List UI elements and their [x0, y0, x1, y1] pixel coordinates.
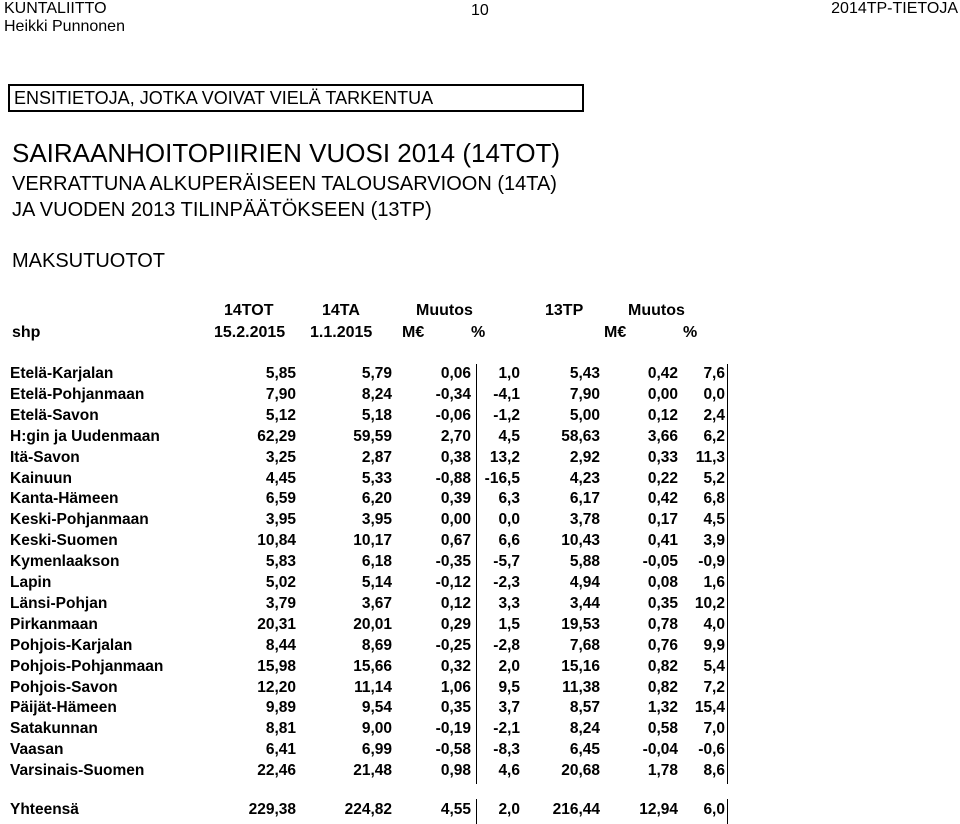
column-divider [727, 364, 728, 784]
table-row [0, 572, 960, 593]
val-change-eur: 0,98 [440, 762, 471, 780]
val-change-pct: 0,0 [498, 511, 520, 529]
val-change13-eur: 0,22 [647, 469, 678, 487]
val-13tp: 8,24 [569, 720, 600, 738]
val-14tot: 3,95 [265, 511, 296, 529]
val-14ta: 11,14 [354, 678, 392, 696]
val-13tp: 2,92 [569, 448, 600, 466]
val-14ta: 2,87 [361, 448, 392, 466]
val-change13-eur: -0,05 [642, 553, 678, 571]
val-change13-eur: 0,78 [647, 615, 678, 633]
val-change13-eur: 0,12 [647, 406, 678, 424]
val-13tp: 5,88 [569, 553, 600, 571]
val-change13-eur: 0,76 [647, 636, 678, 654]
val-change13-eur: 3,66 [647, 427, 678, 445]
val-change-eur: -0,12 [435, 574, 471, 591]
val-14tot: 12,20 [257, 678, 296, 696]
val-13tp: 20,68 [561, 762, 600, 780]
val-13tp: 4,23 [569, 469, 600, 487]
val-14tot: 22,46 [257, 762, 296, 780]
column-divider [727, 799, 728, 824]
preliminary-notice-box [8, 84, 584, 112]
table-row [0, 509, 960, 530]
col-header-14tot: 14TOT [224, 302, 274, 319]
table-row [0, 405, 960, 426]
val-change-pct: 2,0 [498, 801, 520, 818]
val-14tot: 9,89 [265, 699, 296, 717]
row-label: Yhteensä [10, 801, 79, 818]
table-row [0, 739, 960, 760]
val-14ta: 3,95 [361, 511, 392, 529]
val-change13-pct: 7,6 [703, 365, 725, 382]
val-change13-eur: 1,78 [647, 762, 678, 780]
val-change-eur: -0,58 [435, 741, 471, 759]
val-14tot: 62,29 [257, 427, 296, 445]
val-change13-pct: 10,2 [694, 594, 725, 612]
row-label: Satakunnan [10, 720, 98, 738]
val-change-eur: -0,35 [435, 553, 471, 571]
row-label: Etelä-Karjalan [10, 365, 114, 382]
val-change13-pct: 5,4 [703, 657, 725, 675]
val-change13-eur: 0,41 [647, 532, 678, 550]
val-14tot: 6,59 [265, 490, 296, 508]
val-change13-pct: 4,5 [703, 511, 725, 529]
val-change-eur: -0,25 [435, 636, 471, 654]
val-change-pct: -2,8 [493, 636, 520, 654]
document-tag: 2014TP-TIETOJA [831, 0, 958, 17]
val-14ta: 10,17 [353, 532, 392, 550]
val-14ta: 8,69 [361, 636, 392, 654]
val-change-pct: 6,6 [498, 532, 520, 550]
val-change-pct: -1,2 [493, 406, 520, 424]
val-change13-eur: 0,35 [647, 594, 678, 612]
val-14ta: 5,33 [361, 469, 392, 487]
val-change-eur: 0,35 [440, 699, 471, 717]
table-row [0, 468, 960, 489]
val-14tot: 3,25 [265, 448, 296, 466]
row-label: Pohjois-Pohjanmaan [10, 657, 164, 675]
val-13tp: 3,44 [569, 594, 600, 612]
val-change-pct: 3,7 [498, 699, 520, 717]
val-14ta: 9,54 [361, 699, 392, 717]
val-change-eur: 0,67 [440, 532, 471, 550]
val-change-pct: -2,3 [493, 574, 520, 591]
col-header-muutos-2: Muutos [628, 302, 685, 319]
row-label: Kanta-Hämeen [10, 490, 119, 508]
row-label: Varsinais-Suomen [10, 762, 145, 780]
val-change-pct: 4,5 [498, 427, 520, 445]
table-row [0, 363, 960, 384]
val-change-eur: 4,55 [440, 801, 471, 818]
val-14tot: 15,98 [257, 657, 296, 675]
col-header-muutos-1: Muutos [416, 302, 473, 319]
val-change-eur: 0,06 [440, 365, 471, 382]
val-change13-pct: 8,6 [703, 762, 725, 780]
val-change13-eur: 12,94 [639, 801, 678, 818]
val-change13-pct: 7,0 [703, 720, 725, 738]
author-name: Heikki Punnonen [4, 18, 125, 35]
val-change-eur: 0,12 [440, 594, 471, 612]
val-14ta: 59,59 [353, 427, 392, 445]
val-13tp: 7,68 [569, 636, 600, 654]
section-title: MAKSUTUOTOT [12, 250, 165, 272]
col-header-pct-1: % [471, 324, 486, 341]
val-13tp: 58,63 [561, 427, 600, 445]
val-change-eur: 1,06 [440, 678, 471, 696]
val-change13-eur: 0,33 [647, 448, 678, 466]
table-row [0, 718, 960, 739]
val-13tp: 5,43 [569, 365, 600, 382]
row-label: Päijät-Hämeen [10, 699, 117, 717]
val-14ta: 3,67 [361, 594, 392, 612]
row-label: Vaasan [10, 741, 64, 759]
col-header-date-1: 15.2.2015 [214, 324, 286, 341]
val-14tot: 5,12 [265, 406, 296, 424]
val-14tot: 5,85 [265, 365, 296, 382]
table-row [0, 697, 960, 718]
val-14ta: 5,18 [361, 406, 392, 424]
val-change-pct: 4,6 [498, 762, 520, 780]
val-14tot: 7,90 [265, 385, 296, 403]
page-number: 10 [471, 2, 489, 19]
val-change13-eur: 0,00 [647, 385, 678, 403]
table-row [0, 593, 960, 614]
main-title: SAIRAANHOITOPIIRIEN VUOSI 2014 (14TOT) [12, 138, 561, 168]
val-change13-eur: 0,82 [647, 678, 678, 696]
val-change-pct: 1,5 [498, 615, 520, 633]
val-change-pct: 3,3 [498, 594, 520, 612]
val-14ta: 21,48 [353, 762, 392, 780]
table-row [0, 488, 960, 509]
row-label: H:gin ja Uudenmaan [10, 427, 160, 445]
val-change13-pct: 11,3 [695, 448, 725, 466]
row-label: Kymenlaakson [10, 553, 120, 571]
column-divider [476, 799, 477, 824]
val-change-pct: 9,5 [498, 678, 520, 696]
val-change-eur: -0,34 [435, 385, 471, 403]
val-change13-eur: -0,04 [642, 741, 678, 759]
val-13tp: 8,57 [569, 699, 600, 717]
val-14ta: 8,24 [361, 385, 392, 403]
row-label: Etelä-Savon [10, 406, 99, 424]
val-change-eur: 0,32 [440, 657, 471, 675]
val-change-eur: 0,39 [440, 490, 471, 508]
row-label: Keski-Pohjanmaan [10, 511, 149, 529]
val-change13-eur: 0,42 [647, 490, 678, 508]
column-divider [476, 364, 477, 784]
val-change13-pct: -0,9 [698, 553, 725, 571]
col-header-pct-2: % [683, 324, 698, 341]
table-row [0, 384, 960, 405]
row-label: Itä-Savon [10, 448, 80, 466]
val-change-eur: -0,19 [435, 720, 471, 738]
row-label: Etelä-Pohjanmaan [10, 385, 145, 403]
val-13tp: 19,53 [561, 615, 600, 633]
val-change13-eur: 0,82 [647, 657, 678, 675]
val-13tp: 6,45 [569, 741, 600, 759]
val-14tot: 10,84 [257, 532, 296, 550]
val-change-eur: -0,88 [435, 469, 471, 487]
table-row [0, 635, 960, 656]
val-14ta: 9,00 [361, 720, 392, 738]
val-13tp: 10,43 [561, 532, 600, 550]
table-row [0, 447, 960, 468]
val-change13-pct: 6,8 [703, 490, 725, 508]
val-change-pct: -16,5 [484, 469, 520, 487]
val-change-eur: -0,06 [435, 406, 471, 424]
val-change13-pct: 6,0 [703, 801, 725, 818]
val-14tot: 3,79 [265, 594, 296, 612]
col-header-date-2: 1.1.2015 [310, 324, 373, 341]
val-change13-pct: 0,0 [703, 385, 725, 403]
val-change13-pct: 15,4 [694, 699, 725, 717]
table-row [0, 530, 960, 551]
val-change13-pct: 4,0 [703, 615, 725, 633]
val-change13-pct: 7,2 [703, 678, 725, 696]
table-row [0, 426, 960, 447]
table-row [0, 614, 960, 635]
row-label: Pohjois-Karjalan [10, 636, 133, 654]
val-14tot: 20,31 [257, 615, 296, 633]
val-change13-pct: 3,9 [703, 532, 725, 550]
val-14tot: 6,41 [265, 741, 296, 759]
col-header-14ta: 14TA [322, 302, 360, 319]
val-14ta: 6,99 [361, 741, 392, 759]
val-change13-eur: 0,17 [647, 511, 678, 529]
val-13tp: 15,16 [561, 657, 600, 675]
row-label: Pohjois-Savon [10, 678, 118, 696]
val-change-pct: 2,0 [498, 657, 520, 675]
val-change13-eur: 0,42 [647, 365, 678, 382]
preliminary-notice-text: ENSITIETOJA, JOTKA VOIVAT VIELÄ TARKENTUA [14, 88, 434, 108]
val-change-eur: 0,29 [440, 615, 471, 633]
val-14ta: 6,20 [361, 490, 392, 508]
val-14ta: 6,18 [361, 553, 392, 571]
val-change13-eur: 0,58 [647, 720, 678, 738]
val-14tot: 8,81 [265, 720, 296, 738]
row-label: Länsi-Pohjan [10, 594, 108, 612]
val-13tp: 4,94 [569, 574, 600, 591]
val-14tot: 229,38 [248, 801, 296, 818]
val-14ta: 15,66 [353, 657, 392, 675]
val-change-pct: -5,7 [493, 553, 520, 571]
table-row [0, 551, 960, 572]
row-label: Lapin [10, 574, 52, 591]
val-14tot: 8,44 [265, 636, 296, 654]
col-header-13tp: 13TP [545, 302, 584, 319]
val-change13-pct: 9,9 [703, 636, 725, 654]
val-change13-eur: 0,08 [647, 574, 678, 591]
subtitle-line-1: VERRATTUNA ALKUPERÄISEEN TALOUSARVIOON (14TA) [12, 173, 557, 195]
col-header-shp: shp [12, 324, 41, 341]
row-label: Pirkanmaan [10, 615, 98, 633]
val-change-pct: -2,1 [493, 720, 520, 738]
val-14tot: 5,02 [265, 574, 296, 591]
val-13tp: 3,78 [569, 511, 600, 529]
val-13tp: 216,44 [552, 801, 600, 818]
val-change-pct: -4,1 [493, 385, 520, 403]
val-14ta: 5,14 [361, 574, 392, 591]
val-change-eur: 0,00 [440, 511, 471, 529]
val-change13-pct: 5,2 [703, 469, 725, 487]
row-label: Keski-Suomen [10, 532, 118, 550]
val-change13-eur: 1,32 [647, 699, 678, 717]
val-change13-pct: 1,6 [703, 574, 725, 591]
table-row [0, 656, 960, 677]
val-14ta: 20,01 [353, 615, 392, 633]
val-change-pct: -8,3 [493, 741, 520, 759]
table-row [0, 760, 960, 781]
val-change13-pct: 2,4 [703, 406, 725, 424]
val-change-pct: 1,0 [498, 365, 520, 382]
val-change-eur: 0,38 [440, 448, 471, 466]
val-14ta: 224,82 [344, 801, 392, 818]
row-label: Kainuun [10, 469, 72, 487]
org-name: KUNTALIITTO [4, 0, 107, 17]
subtitle-line-2: JA VUODEN 2013 TILINPÄÄTÖKSEEN (13TP) [12, 199, 432, 221]
total-row [0, 799, 960, 820]
col-header-meur-1: M€ [402, 324, 425, 341]
table-row [0, 677, 960, 698]
val-change-eur: 2,70 [440, 427, 471, 445]
val-14tot: 5,83 [265, 553, 296, 571]
val-14tot: 4,45 [265, 469, 296, 487]
val-change-pct: 6,3 [498, 490, 520, 508]
val-change13-pct: 6,2 [703, 427, 725, 445]
val-13tp: 6,17 [569, 490, 600, 508]
val-14ta: 5,79 [361, 365, 392, 382]
val-13tp: 5,00 [569, 406, 600, 424]
val-13tp: 11,38 [562, 678, 600, 696]
val-change-pct: 13,2 [489, 448, 520, 466]
val-13tp: 7,90 [569, 385, 600, 403]
col-header-meur-2: M€ [604, 324, 627, 341]
val-change13-pct: -0,6 [698, 741, 725, 759]
